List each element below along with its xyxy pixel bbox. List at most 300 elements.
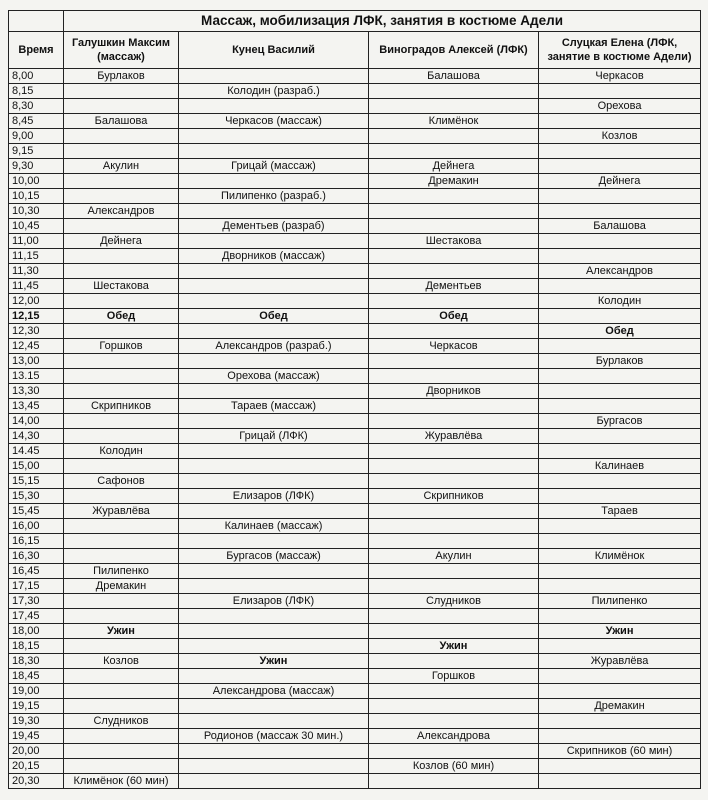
table-row — [9, 564, 701, 579]
schedule-cell — [64, 384, 179, 399]
schedule-cell — [369, 534, 539, 549]
time-cell: 9,00 — [9, 129, 64, 144]
schedule-sheet — [8, 10, 700, 789]
schedule-cell — [539, 534, 701, 549]
schedule-cell: Ужин — [539, 624, 701, 639]
schedule-cell — [179, 354, 369, 369]
schedule-cell: Бурлаков — [64, 69, 179, 84]
time-cell: 12,00 — [9, 294, 64, 309]
table-row — [9, 234, 701, 249]
schedule-cell — [539, 114, 701, 129]
time-cell: 8,30 — [9, 99, 64, 114]
schedule-cell — [179, 234, 369, 249]
schedule-cell: Тараев (массаж) — [179, 399, 369, 414]
schedule-cell — [369, 324, 539, 339]
schedule-cell — [64, 264, 179, 279]
schedule-cell: Обед — [539, 324, 701, 339]
schedule-cell — [64, 324, 179, 339]
schedule-cell: Климёнок — [539, 549, 701, 564]
schedule-cell — [64, 174, 179, 189]
schedule-cell — [539, 684, 701, 699]
time-cell: 9,15 — [9, 144, 64, 159]
schedule-cell — [539, 234, 701, 249]
table-row — [9, 654, 701, 669]
schedule-cell — [179, 579, 369, 594]
schedule-cell: Дементьев — [369, 279, 539, 294]
schedule-cell — [539, 714, 701, 729]
table-row — [9, 594, 701, 609]
schedule-cell — [64, 744, 179, 759]
time-cell: 16,45 — [9, 564, 64, 579]
schedule-cell — [539, 144, 701, 159]
table-row — [9, 204, 701, 219]
table-row — [9, 729, 701, 744]
time-cell: 19,30 — [9, 714, 64, 729]
schedule-cell: Колодин (разраб.) — [179, 84, 369, 99]
schedule-cell: Обед — [369, 309, 539, 324]
schedule-cell — [369, 564, 539, 579]
schedule-cell — [539, 669, 701, 684]
schedule-cell: Черкасов — [369, 339, 539, 354]
schedule-cell: Обед — [64, 309, 179, 324]
schedule-cell — [369, 129, 539, 144]
table-row — [9, 384, 701, 399]
time-cell: 20,30 — [9, 774, 64, 789]
time-cell: 14.45 — [9, 444, 64, 459]
schedule-cell: Ужин — [179, 654, 369, 669]
time-cell: 15,45 — [9, 504, 64, 519]
schedule-cell — [179, 294, 369, 309]
schedule-cell — [179, 639, 369, 654]
schedule-cell — [369, 624, 539, 639]
time-cell: 15,30 — [9, 489, 64, 504]
schedule-cell — [369, 84, 539, 99]
schedule-cell: Балашова — [539, 219, 701, 234]
schedule-cell — [539, 444, 701, 459]
schedule-cell: Скрипников — [369, 489, 539, 504]
schedule-cell: Журавлёва — [539, 654, 701, 669]
schedule-cell: Климёнок (60 мин) — [64, 774, 179, 789]
table-row — [9, 84, 701, 99]
schedule-cell — [369, 354, 539, 369]
table-row — [9, 414, 701, 429]
schedule-cell — [179, 384, 369, 399]
schedule-cell — [64, 489, 179, 504]
schedule-body — [9, 69, 701, 789]
schedule-cell — [369, 99, 539, 114]
schedule-cell — [179, 609, 369, 624]
schedule-cell — [369, 459, 539, 474]
schedule-cell — [179, 669, 369, 684]
schedule-cell: Дремакин — [539, 699, 701, 714]
schedule-cell — [539, 399, 701, 414]
schedule-cell — [539, 639, 701, 654]
schedule-cell — [179, 129, 369, 144]
table-row — [9, 624, 701, 639]
time-cell: 12,30 — [9, 324, 64, 339]
title-row — [9, 11, 701, 32]
schedule-cell — [369, 444, 539, 459]
schedule-cell — [369, 504, 539, 519]
schedule-cell: Александрова (массаж) — [179, 684, 369, 699]
time-cell: 18,30 — [9, 654, 64, 669]
header-kunets: Кунец Василий — [179, 32, 369, 69]
schedule-cell — [539, 204, 701, 219]
time-cell: 20,00 — [9, 744, 64, 759]
time-cell: 10,45 — [9, 219, 64, 234]
time-cell: 8,15 — [9, 84, 64, 99]
schedule-cell: Елизаров (ЛФК) — [179, 594, 369, 609]
table-row — [9, 69, 701, 84]
schedule-cell: Грицай (ЛФК) — [179, 429, 369, 444]
schedule-cell — [179, 264, 369, 279]
schedule-cell: Александров (разраб.) — [179, 339, 369, 354]
table-row — [9, 519, 701, 534]
schedule-cell: Акулин — [369, 549, 539, 564]
schedule-cell — [369, 204, 539, 219]
schedule-cell — [369, 414, 539, 429]
schedule-cell — [179, 474, 369, 489]
schedule-cell — [369, 264, 539, 279]
schedule-cell — [64, 99, 179, 114]
table-row — [9, 609, 701, 624]
schedule-cell: Александрова — [369, 729, 539, 744]
time-cell: 8,00 — [9, 69, 64, 84]
schedule-cell — [179, 174, 369, 189]
table-row — [9, 114, 701, 129]
schedule-cell — [64, 369, 179, 384]
schedule-cell — [369, 609, 539, 624]
schedule-cell — [64, 729, 179, 744]
schedule-cell — [539, 279, 701, 294]
schedule-cell — [64, 669, 179, 684]
schedule-cell — [179, 714, 369, 729]
time-cell: 14,00 — [9, 414, 64, 429]
table-row — [9, 429, 701, 444]
schedule-cell — [539, 84, 701, 99]
schedule-cell: Дворников — [369, 384, 539, 399]
schedule-cell — [64, 219, 179, 234]
time-cell: 15,15 — [9, 474, 64, 489]
schedule-cell — [369, 294, 539, 309]
schedule-cell: Бургасов (массаж) — [179, 549, 369, 564]
schedule-cell — [179, 414, 369, 429]
schedule-cell: Черкасов (массаж) — [179, 114, 369, 129]
schedule-cell — [179, 204, 369, 219]
time-cell: 18,00 — [9, 624, 64, 639]
schedule-cell — [539, 609, 701, 624]
time-cell: 18,15 — [9, 639, 64, 654]
table-row — [9, 159, 701, 174]
schedule-cell: Елизаров (ЛФК) — [179, 489, 369, 504]
time-cell: 12,45 — [9, 339, 64, 354]
time-cell: 20,15 — [9, 759, 64, 774]
page-title: Массаж, мобилизация ЛФК, занятия в костюме Адели — [64, 11, 701, 32]
schedule-cell: Дейнега — [64, 234, 179, 249]
schedule-cell: Калинаев (массаж) — [179, 519, 369, 534]
schedule-cell: Дейнега — [539, 174, 701, 189]
table-row — [9, 579, 701, 594]
header-slutskaya: Слуцкая Елена (ЛФК, занятие в костюме Адели) — [539, 32, 701, 69]
title-corner — [9, 11, 64, 32]
table-row — [9, 189, 701, 204]
time-cell: 17,45 — [9, 609, 64, 624]
table-row — [9, 279, 701, 294]
table-row — [9, 684, 701, 699]
schedule-cell — [64, 759, 179, 774]
schedule-cell — [64, 549, 179, 564]
schedule-cell: Шестакова — [64, 279, 179, 294]
schedule-cell — [64, 84, 179, 99]
schedule-cell: Дворников (массаж) — [179, 249, 369, 264]
time-cell: 13.15 — [9, 369, 64, 384]
schedule-cell — [64, 459, 179, 474]
schedule-cell — [539, 384, 701, 399]
schedule-cell: Сафонов — [64, 474, 179, 489]
schedule-cell: Горшков — [64, 339, 179, 354]
schedule-cell: Балашова — [369, 69, 539, 84]
table-row — [9, 369, 701, 384]
table-row — [9, 459, 701, 474]
schedule-cell — [179, 564, 369, 579]
schedule-cell — [64, 129, 179, 144]
schedule-cell — [369, 249, 539, 264]
schedule-cell — [539, 729, 701, 744]
schedule-cell: Горшков — [369, 669, 539, 684]
schedule-cell: Александров — [539, 264, 701, 279]
schedule-cell — [539, 309, 701, 324]
table-row — [9, 129, 701, 144]
time-cell: 19,45 — [9, 729, 64, 744]
schedule-cell — [64, 639, 179, 654]
schedule-cell: Журавлёва — [64, 504, 179, 519]
schedule-cell — [539, 474, 701, 489]
schedule-cell — [369, 744, 539, 759]
schedule-cell: Бурлаков — [539, 354, 701, 369]
schedule-cell — [64, 699, 179, 714]
schedule-cell — [539, 564, 701, 579]
table-row — [9, 249, 701, 264]
schedule-cell — [179, 99, 369, 114]
schedule-cell — [179, 699, 369, 714]
time-cell: 11,00 — [9, 234, 64, 249]
schedule-cell: Акулин — [64, 159, 179, 174]
schedule-cell — [369, 189, 539, 204]
schedule-cell: Ужин — [369, 639, 539, 654]
schedule-cell — [64, 519, 179, 534]
table-row — [9, 174, 701, 189]
table-row — [9, 219, 701, 234]
table-row — [9, 699, 701, 714]
time-cell: 19,15 — [9, 699, 64, 714]
schedule-cell — [539, 759, 701, 774]
schedule-cell: Козлов (60 мин) — [369, 759, 539, 774]
table-row — [9, 339, 701, 354]
schedule-cell: Колодин — [539, 294, 701, 309]
schedule-cell — [64, 144, 179, 159]
schedule-cell: Обед — [179, 309, 369, 324]
schedule-cell — [64, 429, 179, 444]
table-row — [9, 744, 701, 759]
time-cell: 10,30 — [9, 204, 64, 219]
schedule-cell — [539, 429, 701, 444]
schedule-cell — [369, 579, 539, 594]
time-cell: 11,45 — [9, 279, 64, 294]
schedule-cell: Грицай (массаж) — [179, 159, 369, 174]
table-row — [9, 309, 701, 324]
time-cell: 10,15 — [9, 189, 64, 204]
schedule-cell: Калинаев — [539, 459, 701, 474]
schedule-cell — [179, 534, 369, 549]
schedule-cell — [64, 534, 179, 549]
table-row — [9, 504, 701, 519]
schedule-cell — [539, 369, 701, 384]
time-cell: 13,30 — [9, 384, 64, 399]
time-cell: 8,45 — [9, 114, 64, 129]
schedule-cell: Пилипенко — [539, 594, 701, 609]
schedule-cell — [179, 279, 369, 294]
schedule-cell — [369, 699, 539, 714]
header-vinogradov: Виноградов Алексей (ЛФК) — [369, 32, 539, 69]
schedule-cell: Слудников — [64, 714, 179, 729]
schedule-cell — [369, 684, 539, 699]
table-row — [9, 294, 701, 309]
schedule-cell — [64, 414, 179, 429]
schedule-cell: Пилипенко (разраб.) — [179, 189, 369, 204]
schedule-cell: Климёнок — [369, 114, 539, 129]
schedule-cell — [369, 519, 539, 534]
time-cell: 11,30 — [9, 264, 64, 279]
schedule-cell — [179, 504, 369, 519]
schedule-cell: Колодин — [64, 444, 179, 459]
table-row — [9, 264, 701, 279]
table-row — [9, 759, 701, 774]
schedule-cell: Бургасов — [539, 414, 701, 429]
schedule-cell: Орехова (массаж) — [179, 369, 369, 384]
schedule-cell: Родионов (массаж 30 мин.) — [179, 729, 369, 744]
schedule-cell — [539, 159, 701, 174]
time-cell: 17,15 — [9, 579, 64, 594]
schedule-cell — [179, 324, 369, 339]
schedule-cell — [539, 489, 701, 504]
table-row — [9, 639, 701, 654]
schedule-cell — [539, 579, 701, 594]
time-cell: 10,00 — [9, 174, 64, 189]
schedule-cell: Козлов — [64, 654, 179, 669]
schedule-cell — [539, 774, 701, 789]
schedule-cell: Тараев — [539, 504, 701, 519]
table-row — [9, 474, 701, 489]
schedule-cell — [179, 624, 369, 639]
header-time: Время — [9, 32, 64, 69]
schedule-cell — [64, 294, 179, 309]
table-row — [9, 534, 701, 549]
table-row — [9, 444, 701, 459]
table-row — [9, 489, 701, 504]
schedule-cell — [179, 69, 369, 84]
time-cell: 16,15 — [9, 534, 64, 549]
schedule-cell — [179, 744, 369, 759]
schedule-cell — [64, 354, 179, 369]
time-cell: 12,15 — [9, 309, 64, 324]
table-row — [9, 714, 701, 729]
time-cell: 11,15 — [9, 249, 64, 264]
schedule-cell — [369, 144, 539, 159]
schedule-cell: Журавлёва — [369, 429, 539, 444]
schedule-cell — [64, 189, 179, 204]
schedule-cell — [64, 609, 179, 624]
time-cell: 16,30 — [9, 549, 64, 564]
schedule-cell — [179, 444, 369, 459]
schedule-cell: Балашова — [64, 114, 179, 129]
header-galushkin: Галушкин Максим (массаж) — [64, 32, 179, 69]
schedule-cell: Александров — [64, 204, 179, 219]
time-cell: 16,00 — [9, 519, 64, 534]
schedule-cell — [179, 774, 369, 789]
time-cell: 15,00 — [9, 459, 64, 474]
table-row — [9, 669, 701, 684]
time-cell: 17,30 — [9, 594, 64, 609]
table-row — [9, 774, 701, 789]
schedule-cell — [369, 474, 539, 489]
table-row — [9, 549, 701, 564]
schedule-cell: Скрипников (60 мин) — [539, 744, 701, 759]
schedule-cell — [369, 774, 539, 789]
schedule-cell: Дементьев (разраб) — [179, 219, 369, 234]
schedule-cell: Пилипенко — [64, 564, 179, 579]
schedule-cell — [369, 219, 539, 234]
schedule-cell: Шестакова — [369, 234, 539, 249]
time-cell: 13,45 — [9, 399, 64, 414]
table-row — [9, 354, 701, 369]
schedule-cell — [64, 594, 179, 609]
schedule-cell — [64, 684, 179, 699]
schedule-cell: Козлов — [539, 129, 701, 144]
schedule-cell — [179, 459, 369, 474]
time-cell: 9,30 — [9, 159, 64, 174]
schedule-cell — [539, 339, 701, 354]
schedule-cell — [369, 654, 539, 669]
header-row — [9, 32, 701, 69]
schedule-cell: Дейнега — [369, 159, 539, 174]
schedule-cell: Скрипников — [64, 399, 179, 414]
schedule-cell — [539, 519, 701, 534]
schedule-cell — [369, 399, 539, 414]
table-row — [9, 324, 701, 339]
schedule-cell — [179, 759, 369, 774]
table-row — [9, 399, 701, 414]
schedule-cell: Слудников — [369, 594, 539, 609]
schedule-table — [8, 10, 701, 789]
schedule-cell: Дремакин — [369, 174, 539, 189]
time-cell: 14,30 — [9, 429, 64, 444]
schedule-cell — [369, 369, 539, 384]
schedule-cell — [179, 144, 369, 159]
time-cell: 19,00 — [9, 684, 64, 699]
schedule-cell — [539, 189, 701, 204]
schedule-cell — [64, 249, 179, 264]
time-cell: 13,00 — [9, 354, 64, 369]
schedule-cell — [539, 249, 701, 264]
schedule-cell: Орехова — [539, 99, 701, 114]
table-row — [9, 99, 701, 114]
schedule-cell — [369, 714, 539, 729]
schedule-cell: Ужин — [64, 624, 179, 639]
schedule-cell: Дремакин — [64, 579, 179, 594]
schedule-cell: Черкасов — [539, 69, 701, 84]
table-row — [9, 144, 701, 159]
time-cell: 18,45 — [9, 669, 64, 684]
